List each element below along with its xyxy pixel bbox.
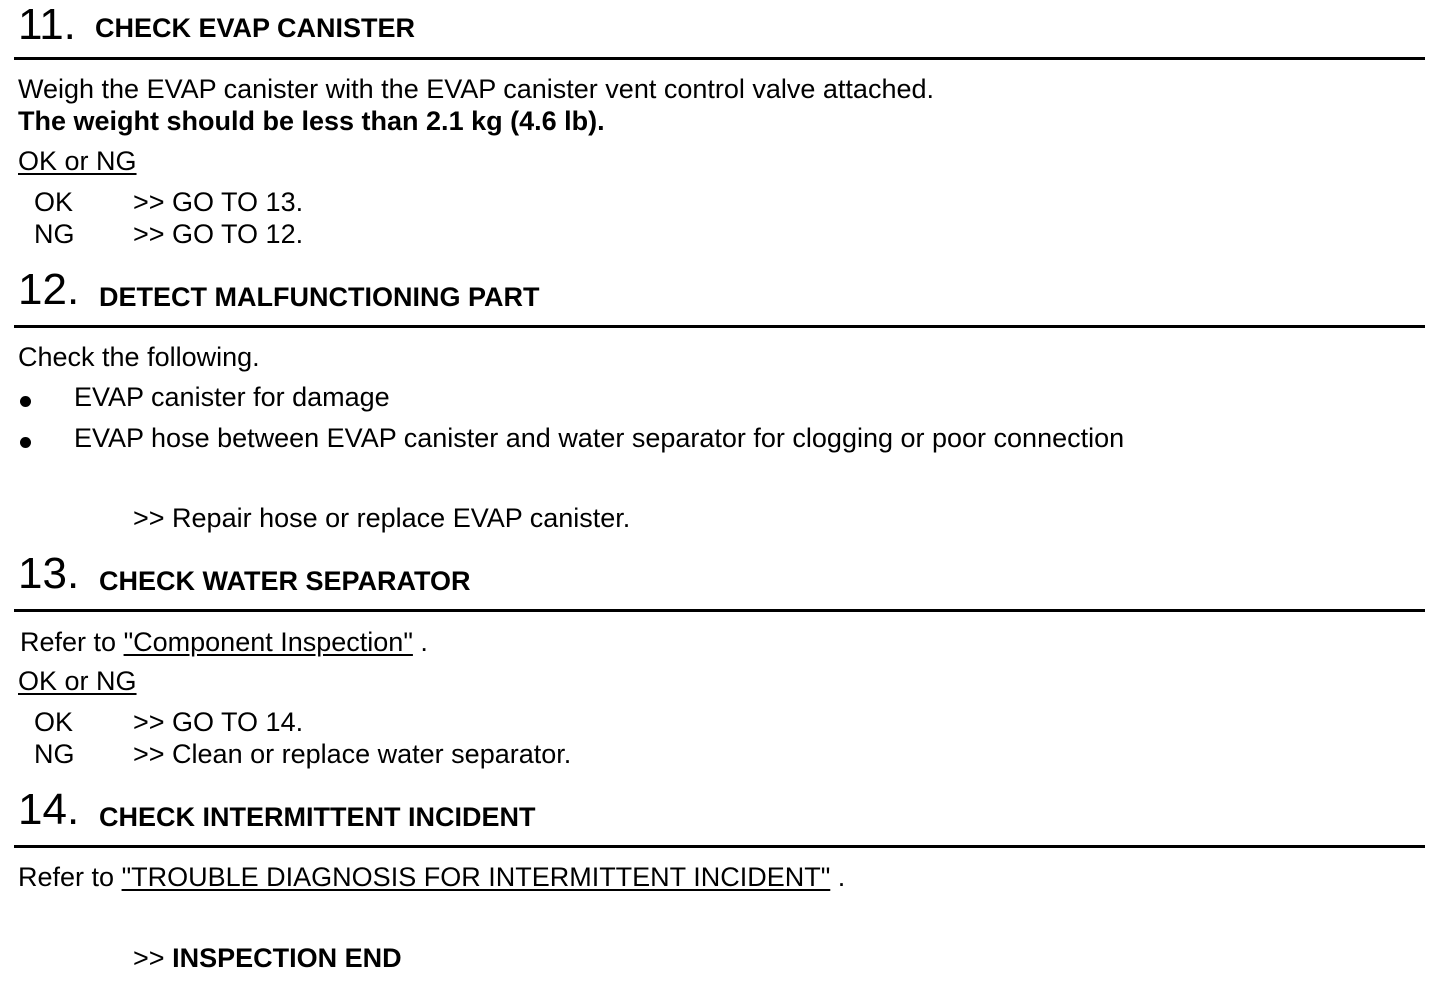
step-12-instruction: Check the following. — [18, 342, 260, 372]
component-inspection-link[interactable]: "Component Inspection" — [123, 627, 413, 657]
inspection-end — [133, 942, 402, 974]
step-11-spec: The weight should be less than 2.1 kg (4.6 lb). — [18, 106, 605, 136]
step-14-refer-suffix: . — [837, 862, 846, 892]
step-14-refer-prefix: Refer to — [18, 862, 115, 892]
step-11-instruction: Weigh the EVAP canister with the EVAP canister vent control valve attached. — [18, 74, 934, 104]
step-11-divider — [14, 57, 1425, 60]
step-11-result-ng-label: NG — [34, 219, 75, 249]
step-13-number: 13. — [18, 549, 80, 598]
step-12-action: >> Repair hose or replace EVAP canister. — [133, 503, 631, 533]
step-11-number: 11. — [18, 0, 76, 49]
step-14-title: CHECK INTERMITTENT INCIDENT — [99, 802, 536, 832]
step-12-bullet-1: EVAP canister for damage — [74, 382, 390, 412]
step-14-divider — [14, 845, 1425, 848]
bullet-dot-icon — [20, 437, 31, 448]
step-13-refer — [20, 626, 428, 658]
trouble-diagnosis-link[interactable]: "TROUBLE DIAGNOSIS FOR INTERMITTENT INCIDENT" — [121, 862, 831, 892]
step-13-divider — [14, 609, 1425, 612]
step-11-ok-ng-heading: OK or NG — [18, 146, 137, 176]
step-13-ok-ng-heading: OK or NG — [18, 666, 137, 696]
step-11-result-ok-action: >> GO TO 13. — [133, 187, 304, 217]
step-13-result-ok-action: >> GO TO 14. — [133, 707, 304, 737]
step-13-result-ng-label: NG — [34, 739, 75, 769]
step-11-result-ng-action: >> GO TO 12. — [133, 219, 304, 249]
step-11-title: CHECK EVAP CANISTER — [95, 13, 416, 43]
step-13-title: CHECK WATER SEPARATOR — [99, 566, 471, 596]
bullet-dot-icon — [20, 396, 31, 407]
step-12-divider — [14, 325, 1425, 328]
step-12-number: 12. — [18, 265, 80, 314]
inspection-end-prefix: >> — [133, 943, 165, 973]
step-13-result-ng-action: >> Clean or replace water separator. — [133, 739, 572, 769]
inspection-end-label: INSPECTION END — [172, 943, 402, 973]
step-12-title: DETECT MALFUNCTIONING PART — [99, 282, 540, 312]
step-11-result-ok-label: OK — [34, 187, 74, 217]
step-13-result-ok-label: OK — [34, 707, 74, 737]
step-13-refer-prefix: Refer to — [20, 627, 117, 657]
step-14-refer — [18, 861, 845, 893]
step-13-refer-suffix: . — [420, 627, 428, 657]
step-12-bullet-2: EVAP hose between EVAP canister and water separator for clogging or poor connection — [74, 423, 1125, 453]
step-14-number: 14. — [18, 785, 80, 834]
